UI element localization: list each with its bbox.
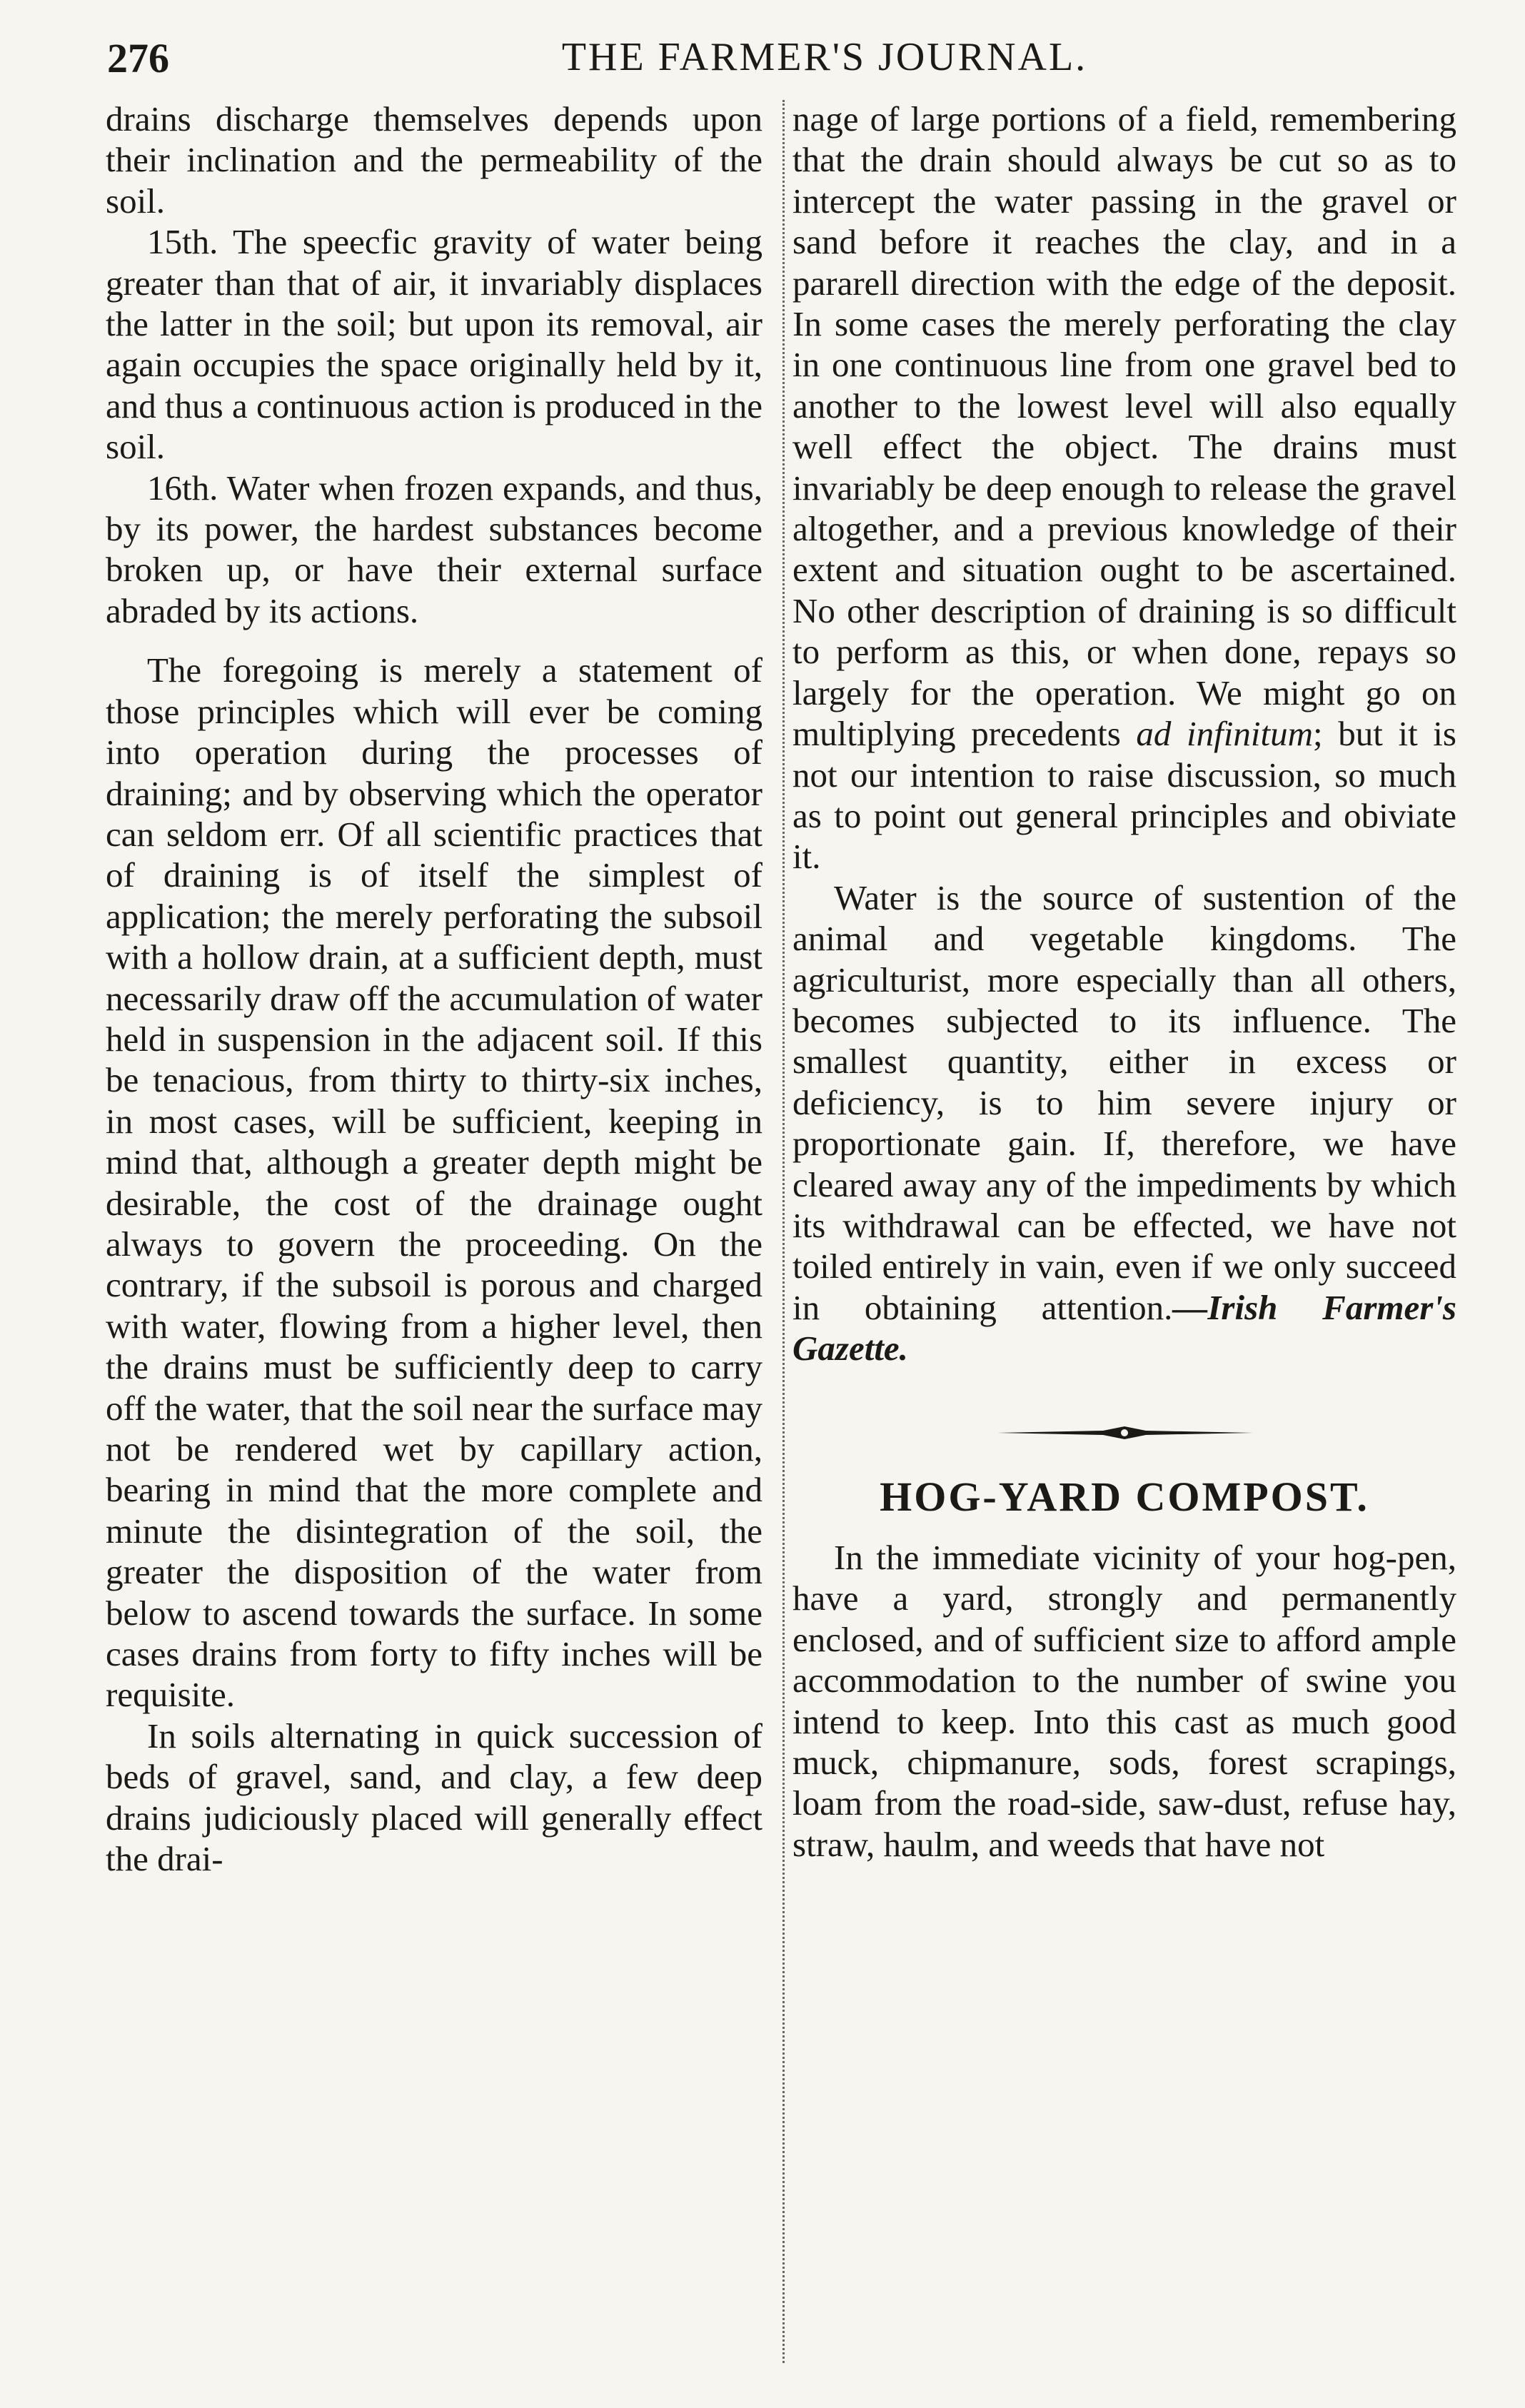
water-source-text: Water is the source of sustention of the animal and vegetable kingdoms. The agriculturist, more especially than all others, becomes subjected to its influence. The smallest quantity, either in excess or deficiency, is to him severe injury or proportionate gain. If, therefore, we have cleared away any of the impediments by which its withdrawal can be effected, we have not toiled entirely in vain, even if we only succeed in obtaining attention. xyxy=(792,877,1456,1327)
paragraph-foregoing: The foregoing is merely a statement of those principles which will ever be coming into operation during the processes of draining; and by observing which the operator can seldom err. Of all scientific practices that of draining is of itself the simplest of application; the merely perforating the subsoil with a hollow drain, at a sufficient depth, must necessarily draw off the accumulation of water held in suspension in the adjacent soil. If this be tenacious, from thirty to thirty-six inches, in most cases, will be sufficient, keeping in mind that, although a greater depth might be desirable, the cost of the drainage ought always to govern the proceeding. On the contrary, if the subsoil is porous and charged with water, flowing from a higher level, then the drains must be sufficiently deep to carry off the water, that the soil near the surface may not be rendered wet by capillary action, bearing in mind that the more complete and minute the disintegration of the soil, the greater the disposition of the water from below to ascend towards the surface. In some cases drains from forty to fifty inches will be requisite. xyxy=(106,650,762,1715)
running-head xyxy=(107,34,1456,99)
paragraph-sixteenth: 16th. Water when frozen expands, and thus, by its power, the hardest substances become broken up, or have their external surface abraded by its actions. xyxy=(106,468,762,630)
right-column xyxy=(792,99,1456,1865)
journal-title: THE FARMER'S JOURNAL. xyxy=(561,35,1088,79)
latin-phrase: ad infinitum xyxy=(1136,714,1313,754)
source-attribution: —Irish Farmer's Gazette. xyxy=(792,1287,1456,1369)
paragraph-soils-alternating: In soils alternating in quick succession of beds of gravel, sand, and clay, a few deep drains judiciously placed will generally effect the drai- xyxy=(106,1716,762,1879)
paragraph-drainage-continued xyxy=(792,99,1456,877)
paragraph-continued: drains discharge themselves depends upon their inclination and the permeability of the soil. xyxy=(106,99,762,221)
paragraph-fifteenth: 15th. The speecfic gravity of water being greater than that of air, it invariably displaces the latter in the soil; but upon its removal, air again occupies the space originally held by it, and thus a continuous action is produced in the soil. xyxy=(106,222,762,467)
page-number: 276 xyxy=(107,35,169,81)
left-column xyxy=(106,99,762,1879)
drainage-text-b: ; but it is not our intention to raise discussion, so much as to point out general principles and obiviate it. xyxy=(792,714,1456,877)
paragraph-water-source xyxy=(792,877,1456,1369)
ornament-divider-icon xyxy=(996,1425,1253,1441)
column-divider xyxy=(782,100,785,2363)
section-heading: HOG-YARD COMPOST. xyxy=(880,1473,1369,1520)
drainage-text-a: nage of large portions of a field, remembering that the drain should always be cut so as to intercept the water passing in the gravel or sand before it reaches the clay, and in a pararell direction with the edge of the deposit. In some cases the merely perforating the clay in one continuous line from one gravel bed to another to the lowest level will also equally well effect the object. The drains must invariably be deep enough to release the gravel altogether, and a previous knowledge of their extent and situation ought to be ascertained. No other description of draining is so difficult to perform as this, or when done, repays so largely for the operation. We might go on multiplying precedents xyxy=(792,99,1456,754)
paragraph-hog-yard: In the immediate vicinity of your hog-pen, have a yard, strongly and permanently enclosed, and of sufficient size to afford ample accommodation to the number of swine you intend to keep. Into this cast as much good muck, chipmanure, sods, forest scrapings, loam from the road-side, saw-dust, refuse hay, straw, haulm, and weeds that have not xyxy=(792,1538,1456,1864)
